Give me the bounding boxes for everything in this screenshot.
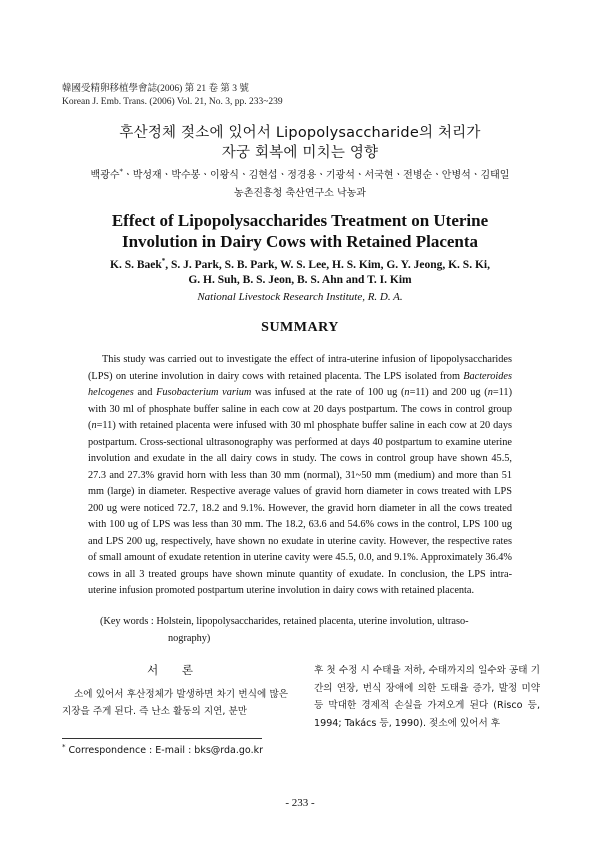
n-symbol: n — [91, 420, 97, 431]
intro-right-text: 후 첫 수정 시 수태율 저하, 수태까지의 일수와 공태 기간의 연장, 번식 장애에 의한 도태율 증가, 발정 미약 등 막대한 경제적 손실을 가져오게 된다 (Risco 등, 1994; Takács 등, 1990). 젖소에 있어서 후 — [314, 665, 540, 729]
corresponding-marker-en: * — [161, 257, 166, 265]
key-words-line-2: nography) — [168, 632, 211, 644]
intro-left-column — [62, 662, 288, 721]
korean-lead-author: 백광수 — [90, 170, 120, 181]
korean-affiliation: 농촌진흥청 축산연구소 낙농과 — [234, 188, 366, 199]
journal-line-english: Korean J. Emb. Trans. (2006) Vol. 21, No. 3, pp. 233~239 — [62, 97, 283, 107]
korean-title-line-2: 자궁 회복에 미치는 영향 — [221, 145, 379, 161]
summary-body — [88, 352, 512, 600]
n-symbol: n — [404, 387, 410, 398]
footnote-divider — [62, 738, 262, 739]
english-lead-author: K. S. Baek — [110, 258, 162, 271]
summary-text: and — [133, 387, 157, 398]
journal-line-korean: 韓國受精卵移植學會誌(2006) 第 21 卷 第 3 號 — [62, 84, 249, 94]
page-number: - 233 - — [285, 797, 315, 809]
english-title-line-2: Involution in Dairy Cows with Retained Placenta — [121, 232, 479, 251]
summary-text: =11) with retained placenta were infused with 30 ml phosphate buffer saline in each cow at 20 days postpartum. Cross-sectional ultrasonography was performed at days 40 postpartum to examine uterine involution and exudate in the all dairy cows in study. The cows in control group have shown 45.5, 27.3 and 27.3% gravid horn with less than 30 mm (normal), 31~50 mm (medium) and more than 51 mm (large) in diameter. Respective average values of gravid horn diameter in cows treated with LPS 200 ug were noticed 72.7, 18.2 and 9.1%. However, the gravid horn diameter in all the cows treated with 100 ug of LPS was less than 30 mm. The 18.2, 63.6 and 54.6% cows in the control, LPS 100 ug and LPS 200 ug, respectively, have shown no exudate in uterine cavity. However, the respective rates of small amount of exudate retention in uterine cavity were 45.5, 0.0, and 9.1%. Approximately 36.4% cows in all 3 treated groups have shown minute quantity of exudate. In conclusion, the LPS intra-uterine infusion promoted postpartum uterine involution in dairy cows with retained placenta. — [88, 420, 512, 596]
summary-text: was infused at the rate of 100 ug ( — [251, 387, 405, 398]
species-name: Fusobacterium varium — [156, 387, 252, 398]
summary-text: =11) and 200 ug ( — [409, 387, 488, 398]
korean-title-line-1: 후산정체 젖소에 있어서 Lipopolysaccharide의 처리가 — [119, 125, 481, 141]
species-name: Bacteroides helcogenes — [88, 370, 512, 398]
footnote — [62, 743, 263, 756]
english-title-line-1: Effect of Lipopolysaccharides Treatment on Uterine — [111, 211, 489, 230]
footnote-text: Correspondence : E-mail : bks@rda.go.kr — [68, 745, 263, 757]
korean-authors — [0, 166, 600, 181]
korean-coauthors: ㆍ박성재ㆍ박수봉ㆍ이왕식ㆍ김현섭ㆍ정경용ㆍ기광석ㆍ서국현ㆍ전병순ㆍ안병석ㆍ김태일 — [123, 170, 510, 181]
english-coauthors-1: , S. J. Park, S. B. Park, W. S. Lee, H. S. Kim, G. Y. Jeong, K. S. Ki, — [165, 258, 490, 271]
summary-text: =11) with 30 ml of phosphate buffer saline in each cow at 20 days postpartum. The cows in control group ( — [88, 387, 512, 431]
summary-heading: SUMMARY — [261, 320, 339, 335]
summary-paragraph — [88, 352, 512, 600]
english-affiliation: National Livestock Research Institute, R. D. A. — [197, 291, 403, 303]
key-words — [100, 614, 512, 647]
intro-left-text: 소에 있어서 후산정체가 발생하면 차기 번식에 많은 지장을 주게 된다. 즉 난소 활동의 지연, 분만 — [62, 688, 288, 717]
intro-right-column — [314, 662, 540, 732]
summary-text: This study was carried out to investigate the effect of intra-uterine infusion of lipopolysaccharides (LPS) on uterine involution in dairy cows with retained placenta. The LPS isolated from — [88, 354, 512, 382]
english-authors-line-2: G. H. Suh, B. S. Jeon, B. S. Ahn and T. I. Kim — [188, 274, 412, 286]
corresponding-marker: * — [119, 167, 124, 176]
footnote-marker: * — [62, 743, 66, 751]
journal-header — [62, 83, 283, 109]
n-symbol: n — [487, 387, 493, 398]
key-words-line-1: (Key words : Holstein, lipopolysaccharides, retained placenta, uterine involution, ultraso- — [100, 616, 469, 627]
intro-heading: 서 론 — [147, 663, 203, 677]
english-authors-line-1 — [0, 257, 600, 271]
